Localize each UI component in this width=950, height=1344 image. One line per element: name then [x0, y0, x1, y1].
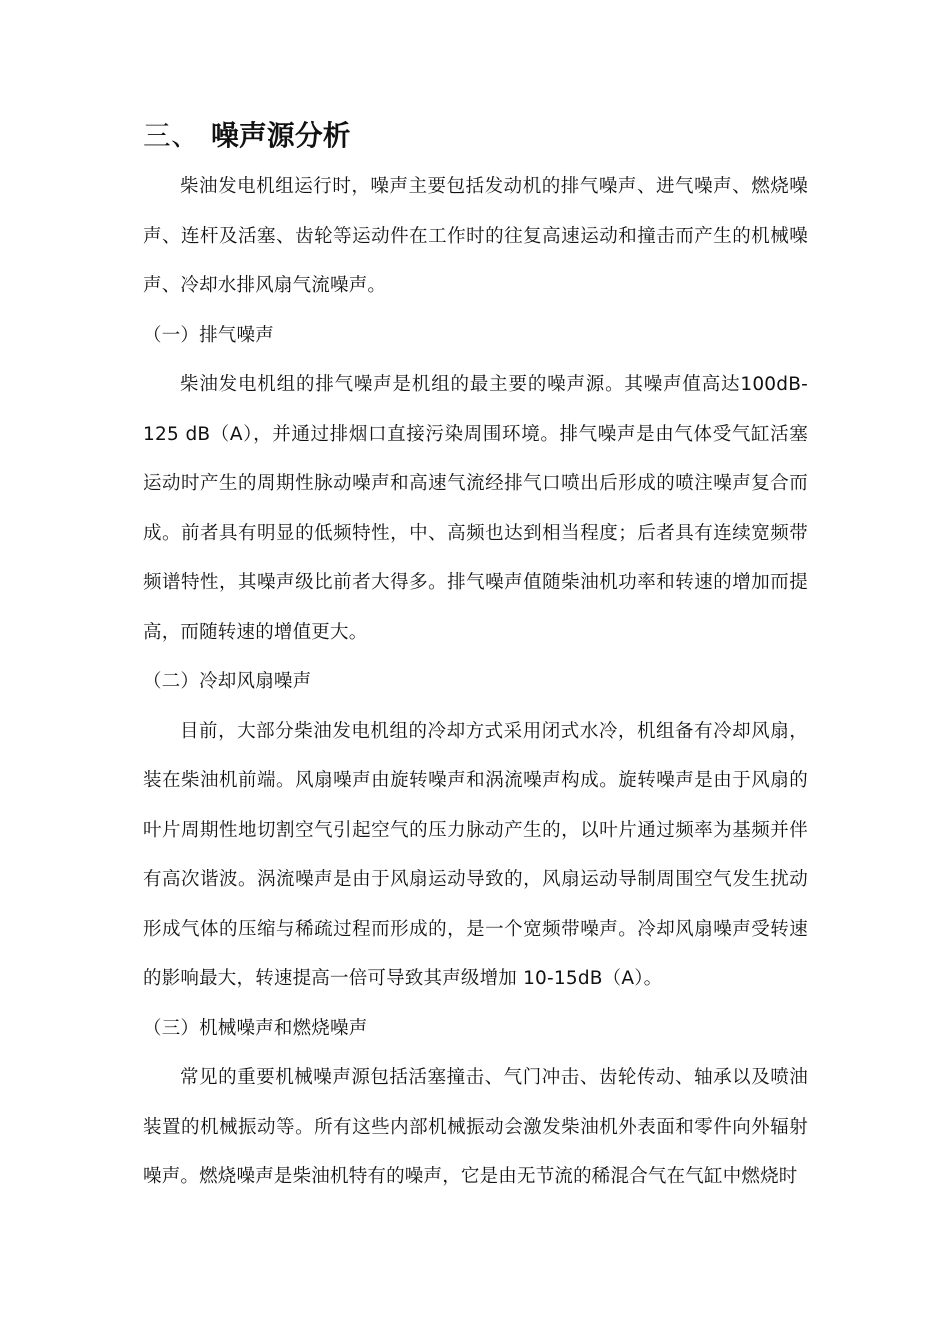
section-number: 三、: [143, 119, 199, 152]
subsection-heading-exhaust: （一）排气噪声: [143, 324, 274, 346]
subsection-heading-mechanical: （三）机械噪声和燃烧噪声: [143, 1017, 368, 1039]
subsection-body-exhaust: 柴油发电机组的排气噪声是机组的最主要的噪声源。其噪声值高达100dB-125 dB（A），并通过排烟口直接污染周围环境。排气噪声是由气体受气缸活塞运动时产生的周期性脉动噪声和高速气流经排气口喷出后形成的喷注噪声复合而成。前者具有明显的低频特性，中、高频也达到相当程度；后者具有连续宽频带频谱特性，其噪声级比前者大得多。排气噪声值随柴油机功率和转速的增加而提高，而随转速的增值更大。: [143, 374, 808, 643]
subsection-body-mechanical: 常见的重要机械噪声源包括活塞撞击、气门冲击、齿轮传动、轴承以及喷油装置的机械振动等。所有这些内部机械振动会激发柴油机外表面和零件向外辐射噪声。燃烧噪声是柴油机特有的噪声，它是由无节流的稀混合气在气缸中燃烧时: [143, 1067, 808, 1187]
intro-paragraph: 柴油发电机组运行时，噪声主要包括发动机的排气噪声、进气噪声、燃烧噪声、连杆及活塞、齿轮等运动件在工作时的往复高速运动和撞击而产生的机械噪声、冷却水排风扇气流噪声。: [143, 176, 808, 296]
subsection-body-fan: 目前，大部分柴油发电机组的冷却方式采用闭式水冷，机组备有冷却风扇，装在柴油机前端。风扇噪声由旋转噪声和涡流噪声构成。旋转噪声是由于风扇的叶片周期性地切割空气引起空气的压力脉动产生的，以叶片通过频率为基频并伴有高次谐波。涡流噪声是由于风扇运动导致的，风扇运动导制周围空气发生扰动形成气体的压缩与稀疏过程而形成的，是一个宽频带噪声。冷却风扇噪声受转速的影响最大，转速提高一倍可导致其声级增加 10-15dB（A）。: [143, 720, 808, 989]
section-heading: [143, 116, 808, 156]
document-content: [143, 116, 808, 1202]
section-title: 噪声源分析: [211, 119, 351, 152]
subsection-heading-fan: （二）冷却风扇噪声: [143, 671, 312, 692]
